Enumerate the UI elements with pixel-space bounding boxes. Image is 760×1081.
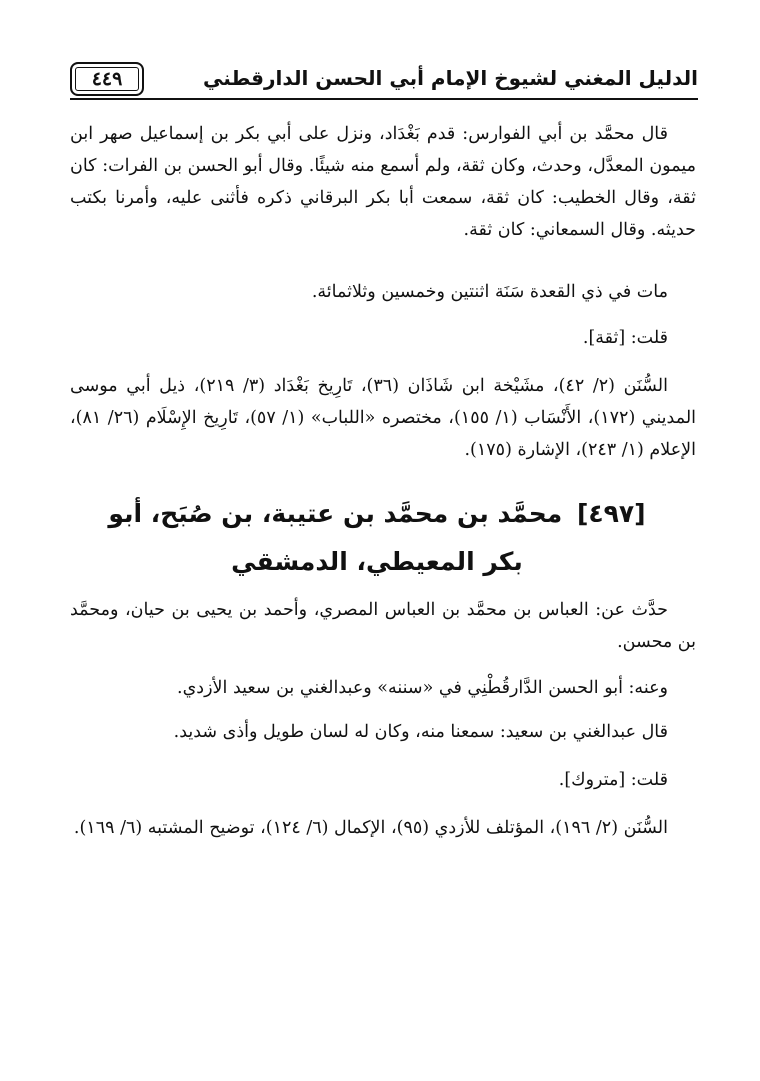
entry-number: [٤٩٧] [576,499,646,528]
sources-paragraph-2: السُّنَن (٢/ ١٩٦)، المؤتلف للأزدي (٩٥)، الإكمال (٦/ ١٢٤)، توضيح المشتبه (٦/ ١٦٩). [73,818,668,838]
entry-title: محمَّد بن محمَّد بن عتيبة، بن صُبَح، أبو بكر المعيطي، الدمشقي [108,499,563,576]
page-number: ٤٤٩ [91,68,123,90]
entry-heading [90,490,664,586]
verdict: قلت: [ثقة]. [582,328,668,348]
sources-paragraph: السُّنَن (٢/ ٤٢)، مشَيْخة ابن شَاذَان (٣٦)، تَارِيخ بَغْدَاد (٣/ ٢١٩)، ذيل أبي موسى المديني (١٧٢)، الأَنْسَاب (١/ ١٥٥)، مختصره «اللباب» (١/ ٥٧)، تَارِيخ الإِسْلَام (٢٦/ ٨١)، الإعلام (١/ ٢٤٣)، الإشارة (١٧٥). [70,376,697,460]
biography-paragraph: قال محمَّد بن أبي الفوارس: قدم بَغْدَاد، ونزل على أبي بكر بن إسماعيل صهر ابن ميمون المعدَّل، وحدث، وكان ثقة، ولم أسمع منه شيئًا. وقال أبو الحسن بن الفرات: كان ثقة، وقال الخطيب: كان ثقة، سمعت أبا بكر البرقاني ذكره فأثنى عليه، وأمرنا بكتب حديثه. وقال السمعاني: كان ثقة. [70,124,696,240]
students-paragraph: وعنه: أبو الحسن الدَّارقُطْنِي في «سننه» وعبدالغني بن سعيد الأزدي. [177,678,668,698]
running-header-title: الدليل المغني لشيوخ الإمام أبي الحسن الدارقطني [203,66,698,90]
verdict-2: قلت: [متروك]. [558,770,668,790]
death-note: مات في ذي القعدة سَنَة اثنتين وخمسين وثلاثمائة. [311,282,668,302]
quote-paragraph: قال عبدالغني بن سعيد: سمعنا منه، وكان له لسان طويل وأذى شديد. [173,722,668,742]
page-number-badge [70,62,144,96]
running-header [70,58,698,100]
teachers-paragraph: حدَّث عن: العباس بن محمَّد بن العباس المصري، وأحمد بن يحيى بن حيان، ومحمَّد بن محسن. [70,600,696,652]
